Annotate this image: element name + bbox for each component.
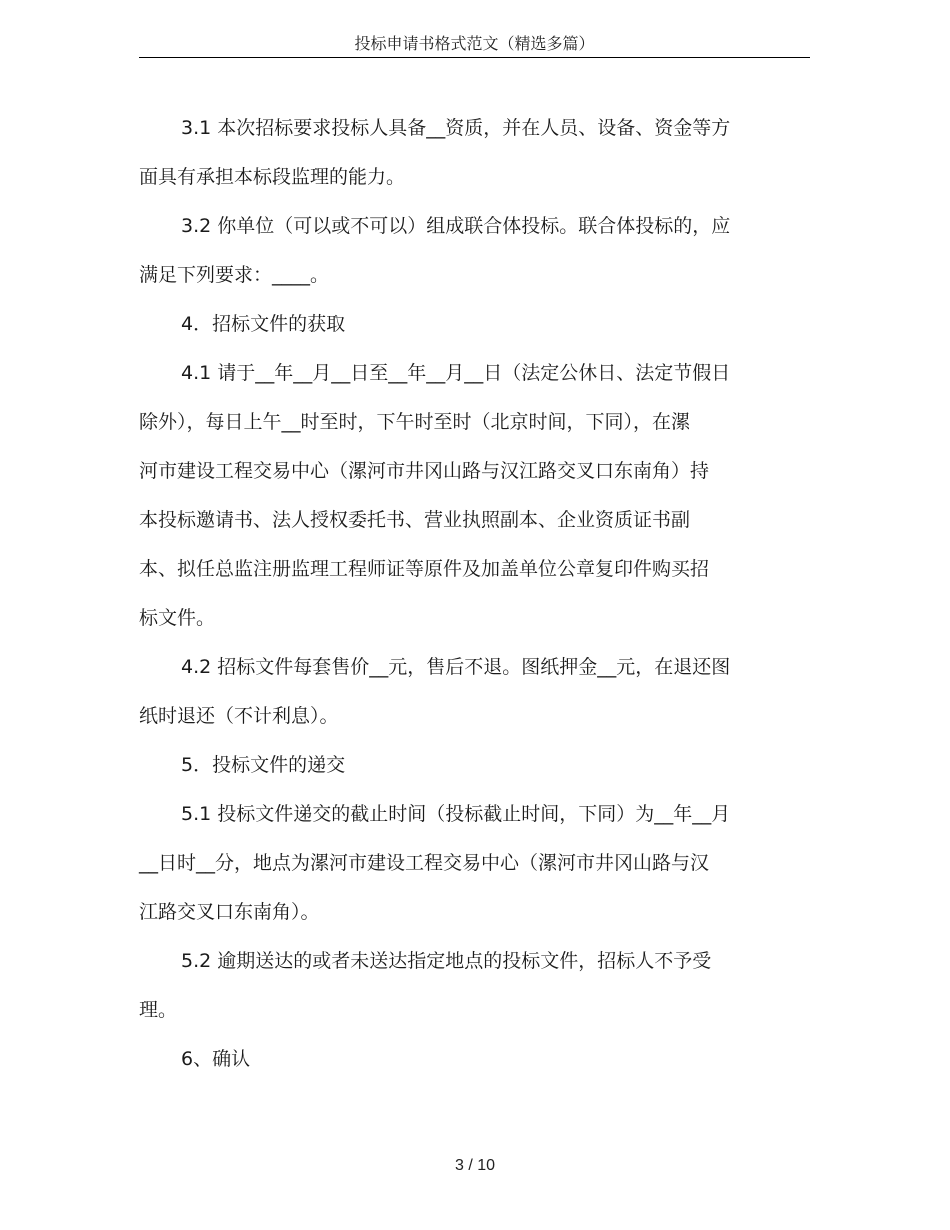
section-heading: 5．投标文件的递交	[181, 754, 346, 776]
paragraph-line: 除外），每日上午__时至时，下午时至时（北京时间，下同），在漯	[139, 411, 691, 433]
paragraph-line: 本投标邀请书、法人授权委托书、营业执照副本、企业资质证书副	[139, 509, 691, 531]
paragraph-line: 河市建设工程交易中心（漯河市井冈山路与汉江路交叉口东南角）持	[139, 460, 710, 482]
header-divider	[139, 57, 810, 58]
paragraph-line: 3.1 本次招标要求投标人具备__资质，并在人员、设备、资金等方	[181, 117, 731, 139]
paragraph-line: 理。	[139, 999, 178, 1021]
paragraph-line: 面具有承担本标段监理的能力。	[139, 166, 406, 188]
section-heading: 4．招标文件的获取	[181, 313, 346, 335]
paragraph-line: __日时__分，地点为漯河市建设工程交易中心（漯河市井冈山路与汉	[139, 852, 710, 874]
document-body	[139, 104, 779, 1084]
paragraph-line: 4.1 请于__年__月__日至__年__月__日（法定公休日、法定节假日	[181, 362, 731, 384]
paragraph-line: 5.1 投标文件递交的截止时间（投标截止时间，下同）为__年__月	[181, 803, 731, 825]
section-heading: 6、确认	[181, 1048, 251, 1070]
paragraph-line: 满足下列要求：____。	[139, 264, 330, 286]
page-header-title: 投标申请书格式范文（精选多篇）	[354, 34, 595, 53]
paragraph-line: 3.2 你单位（可以或不可以）组成联合体投标。联合体投标的，应	[181, 215, 731, 237]
page-number: 3 / 10	[454, 1157, 496, 1174]
paragraph-line: 5.2 逾期送达的或者未送达指定地点的投标文件，招标人不予受	[181, 950, 712, 972]
paragraph-line: 标文件。	[139, 607, 216, 629]
paragraph-line: 本、拟任总监注册监理工程师证等原件及加盖单位公章复印件购买招	[139, 558, 710, 580]
paragraph-line: 江路交叉口东南角）。	[139, 901, 320, 923]
paragraph-line: 纸时退还（不计利息）。	[139, 705, 339, 727]
paragraph-line: 4.2 招标文件每套售价__元，售后不退。图纸押金__元，在退还图	[181, 656, 731, 678]
